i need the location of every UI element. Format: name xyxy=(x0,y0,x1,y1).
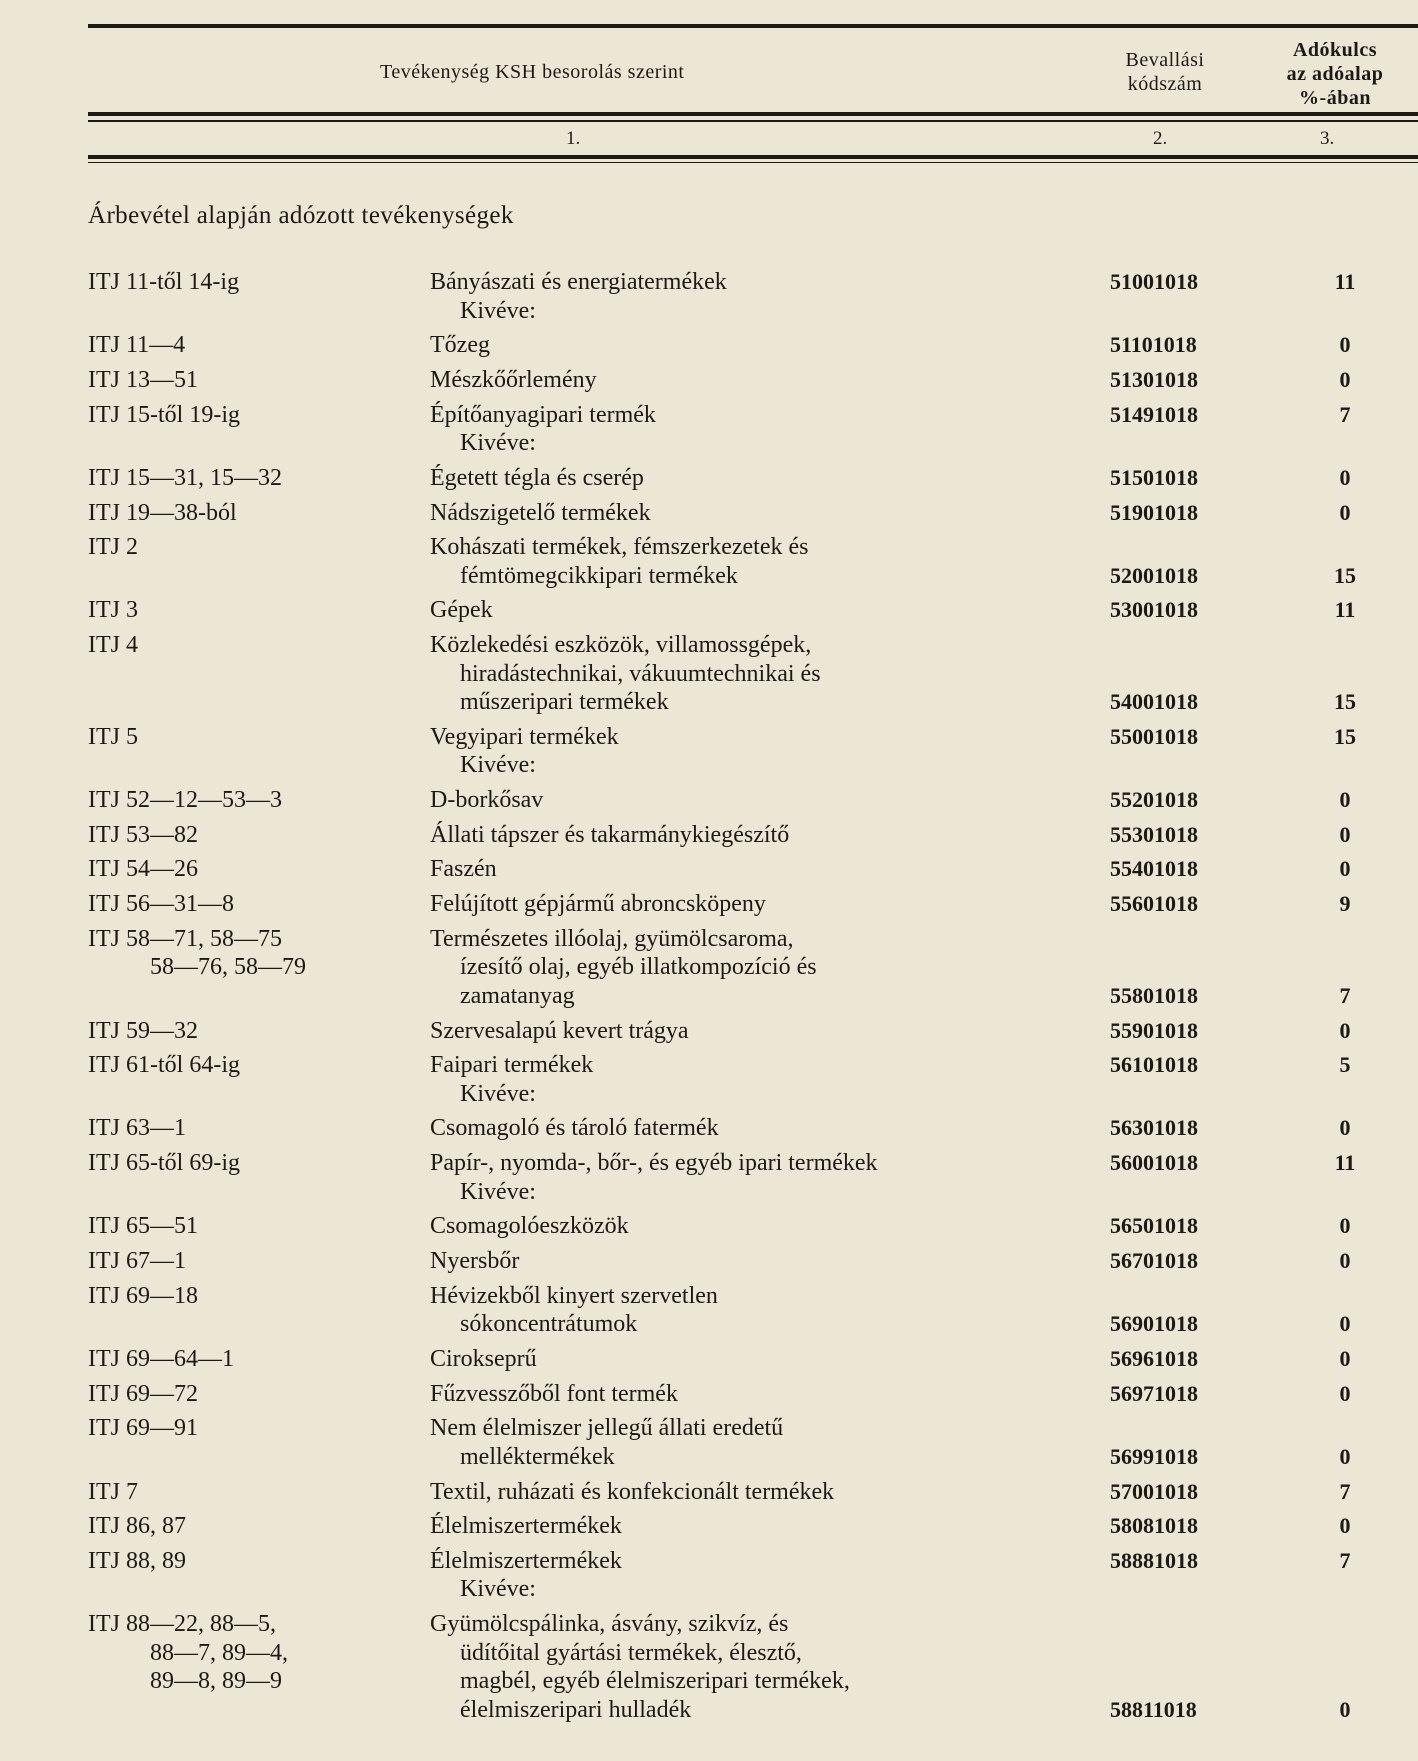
declaration-code-cell: 51101018 xyxy=(1110,332,1197,358)
activity-description-line: Nem élelmiszer jellegű állati eredetű xyxy=(430,1415,784,1442)
itj-code-line: ITJ 59—32 xyxy=(88,1017,198,1044)
declaration-code-cell: 57001018 xyxy=(1110,1478,1198,1504)
declaration-code-cell: 56961018 xyxy=(1110,1345,1198,1371)
declaration-code-cell: 52001018 xyxy=(1110,562,1198,588)
declaration-code-cell: 56101018 xyxy=(1110,1052,1198,1078)
itj-code-cell xyxy=(88,925,428,982)
activity-description-line: műszeripari termékek xyxy=(460,689,669,716)
activity-description-line: Kivéve: xyxy=(460,1080,536,1107)
activity-description-line: Vegyipari termékek xyxy=(430,723,619,750)
declaration-code-cell: 56991018 xyxy=(1110,1443,1198,1469)
declaration-code-cell: 51501018 xyxy=(1110,464,1198,490)
activity-description-cell xyxy=(430,596,1070,625)
activity-description-cell xyxy=(430,1512,1070,1541)
activity-description-cell xyxy=(430,268,1070,325)
tax-rate-cell: 0 xyxy=(1339,332,1351,358)
activity-description-line: Szervesalapú kevert trágya xyxy=(430,1017,689,1044)
itj-code-cell xyxy=(88,821,428,850)
activity-description-line: üdítőital gyártási termékek, élesztő, xyxy=(460,1639,802,1666)
activity-description-line: Kivéve: xyxy=(460,297,536,324)
activity-description-cell xyxy=(430,890,1070,919)
itj-code-cell xyxy=(88,1282,428,1311)
tax-rate-cell: 0 xyxy=(1339,1248,1351,1273)
declaration-code-cell: 51491018 xyxy=(1110,401,1198,427)
header-rate-line: %-ában xyxy=(1299,87,1371,109)
activity-description-line: Kivéve: xyxy=(460,430,536,457)
itj-code-cell xyxy=(88,596,428,625)
header-activity: Tevékenység KSH besorolás szerint xyxy=(380,61,685,83)
activity-description-cell xyxy=(430,1414,1070,1471)
column-number-1: 1. xyxy=(566,128,581,149)
activity-description-cell xyxy=(430,401,1070,458)
tax-rate-cell: 11 xyxy=(1334,1150,1356,1176)
activity-description-line: sókoncentrátumok xyxy=(460,1311,638,1338)
declaration-code-cell: 53001018 xyxy=(1110,597,1198,623)
declaration-code-cell: 56701018 xyxy=(1110,1248,1198,1273)
tax-rate-cell: 0 xyxy=(1339,1115,1351,1141)
declaration-code-cell: 55601018 xyxy=(1110,891,1198,917)
activity-description-line: magbél, egyéb élelmiszeripari termékek, xyxy=(460,1668,850,1695)
activity-description-cell xyxy=(430,1547,1070,1604)
declaration-code-cell: 58811018 xyxy=(1110,1696,1197,1722)
itj-code-line: ITJ 86, 87 xyxy=(88,1513,186,1540)
section-title: Árbevétel alapján adózott tevékenységek xyxy=(88,202,514,229)
tax-rate-cell: 15 xyxy=(1334,562,1356,588)
itj-code-line: ITJ 11-től 14-ig xyxy=(88,269,240,295)
itj-code-cell xyxy=(88,268,428,297)
itj-code-cell xyxy=(88,533,428,562)
itj-code-line: ITJ 69—72 xyxy=(88,1380,198,1407)
declaration-code-cell: 51001018 xyxy=(1110,269,1198,294)
activity-description-line: Nyersbőr xyxy=(430,1248,520,1274)
itj-code-line: ITJ 65-től 69-ig xyxy=(88,1150,240,1177)
activity-description-line: Gépek xyxy=(430,597,493,624)
itj-code-cell xyxy=(88,1345,428,1374)
activity-description-line: ízesítő olaj, egyéb illatkompozíció és xyxy=(460,954,817,981)
itj-code-cell xyxy=(88,366,428,395)
header-rate-line: Adókulcs xyxy=(1292,39,1378,61)
activity-description-line: Égetett tégla és cserép xyxy=(430,464,644,491)
itj-code-line: ITJ 52—12—53—3 xyxy=(88,787,282,813)
declaration-code-cell: 56501018 xyxy=(1110,1213,1198,1239)
itj-code-cell xyxy=(88,1149,428,1178)
tax-rate-cell: 9 xyxy=(1339,891,1351,917)
tax-rate-cell: 7 xyxy=(1339,1478,1351,1504)
itj-code-cell xyxy=(88,1212,428,1241)
tax-rate-cell: 0 xyxy=(1339,366,1351,392)
itj-code-line: ITJ 54—26 xyxy=(88,856,198,883)
activity-description-line: Cirokseprű xyxy=(430,1345,537,1372)
itj-code-line: ITJ 61-től 64-ig xyxy=(88,1052,240,1079)
activity-description-line: élelmiszeripari hulladék xyxy=(460,1696,692,1723)
itj-code-cell xyxy=(88,1610,428,1696)
itj-code-cell xyxy=(88,1247,428,1276)
activity-description-line: Faipari termékek xyxy=(430,1052,594,1079)
header-code xyxy=(1090,48,1240,96)
activity-description-line: Gyümölcspálinka, ásvány, szikvíz, és xyxy=(430,1611,789,1638)
activity-description-line: Kohászati termékek, fémszerkezetek és xyxy=(430,534,809,561)
activity-description-cell xyxy=(430,1017,1070,1046)
activity-description-cell xyxy=(430,1247,1070,1276)
declaration-code-cell: 58081018 xyxy=(1110,1513,1198,1539)
activity-description-line: Kivéve: xyxy=(460,1178,536,1205)
tax-rate-cell: 7 xyxy=(1339,1547,1351,1573)
itj-code-line: ITJ 15-től 19-ig xyxy=(88,401,240,428)
tax-rate-cell: 11 xyxy=(1334,269,1356,294)
activity-description-line: Élelmiszertermékek xyxy=(430,1513,622,1540)
declaration-code-cell: 56301018 xyxy=(1110,1115,1198,1141)
header-rate xyxy=(1255,38,1415,110)
itj-code-line: ITJ 19—38-ból xyxy=(88,499,237,526)
activity-description-line: Közlekedési eszközök, villamossgépek, xyxy=(430,632,812,659)
activity-description-cell xyxy=(430,1380,1070,1409)
activity-description-line: zamatanyag xyxy=(460,982,575,1009)
activity-description-line: Csomagoló és tároló fatermék xyxy=(430,1115,719,1142)
itj-code-line: 88—7, 89—4, xyxy=(150,1639,288,1666)
itj-code-line: 89—8, 89—9 xyxy=(150,1668,282,1695)
itj-code-cell xyxy=(88,723,428,752)
activity-description-line: Kivéve: xyxy=(460,1576,536,1603)
tax-rate-cell: 0 xyxy=(1339,1696,1351,1722)
activity-description-line: Nádszigetelő termékek xyxy=(430,499,651,526)
colnum-rule-thin xyxy=(88,162,1418,163)
activity-description-line: Tőzeg xyxy=(430,332,490,359)
declaration-code-cell: 56901018 xyxy=(1110,1311,1198,1337)
itj-code-line: ITJ 69—91 xyxy=(88,1415,198,1442)
declaration-code-cell: 51301018 xyxy=(1110,366,1198,392)
itj-code-cell xyxy=(88,1051,428,1080)
header-rule-thin xyxy=(88,120,1418,122)
tax-rate-cell: 11 xyxy=(1334,597,1356,623)
itj-code-line: ITJ 69—18 xyxy=(88,1282,198,1309)
declaration-code-cell: 55801018 xyxy=(1110,982,1198,1008)
itj-code-line: ITJ 65—51 xyxy=(88,1213,198,1240)
header-rate-line: az adóalap xyxy=(1286,63,1384,85)
declaration-code-cell: 56971018 xyxy=(1110,1380,1198,1406)
tax-rate-cell: 0 xyxy=(1339,856,1351,882)
itj-code-cell xyxy=(88,1478,428,1507)
activity-description-cell xyxy=(430,533,1070,590)
tax-rate-cell: 15 xyxy=(1334,723,1356,749)
activity-description-cell xyxy=(430,1610,1070,1724)
itj-code-cell xyxy=(88,331,428,360)
itj-code-line: ITJ 5 xyxy=(88,723,138,750)
activity-description-cell xyxy=(430,1282,1070,1339)
activity-description-line: Élelmiszertermékek xyxy=(430,1547,622,1574)
tax-rate-cell: 7 xyxy=(1339,401,1351,427)
itj-code-line: ITJ 15—31, 15—32 xyxy=(88,464,282,491)
activity-description-line: Felújított gépjármű abroncsköpeny xyxy=(430,891,766,918)
itj-code-cell xyxy=(88,1414,428,1443)
tax-rate-cell: 0 xyxy=(1339,1380,1351,1406)
tax-rate-cell: 0 xyxy=(1339,821,1351,847)
activity-description-cell xyxy=(430,1345,1070,1374)
header-rule-thick xyxy=(88,112,1418,116)
tax-rate-cell: 0 xyxy=(1339,1311,1351,1337)
declaration-code-cell: 55401018 xyxy=(1110,856,1198,882)
declaration-code-cell: 54001018 xyxy=(1110,689,1198,715)
column-number-2: 2. xyxy=(1153,128,1168,149)
tax-rate-cell: 7 xyxy=(1339,982,1351,1008)
itj-code-line: 58—76, 58—79 xyxy=(150,954,306,981)
activity-description-line: Faszén xyxy=(430,856,497,883)
activity-description-line: Textil, ruházati és konfekcionált termékek xyxy=(430,1478,835,1505)
itj-code-cell xyxy=(88,1512,428,1541)
tax-rate-cell: 0 xyxy=(1339,1345,1351,1371)
itj-code-line: ITJ 58—71, 58—75 xyxy=(88,925,282,952)
activity-description-cell xyxy=(430,723,1070,780)
itj-code-cell xyxy=(88,1380,428,1409)
tax-rate-cell: 0 xyxy=(1339,1513,1351,1539)
tax-rate-cell: 0 xyxy=(1339,1017,1351,1043)
itj-code-line: ITJ 69—64—1 xyxy=(88,1345,234,1372)
activity-description-line: hiradástechnikai, vákuumtechnikai és xyxy=(460,660,821,687)
itj-code-cell xyxy=(88,786,428,815)
activity-description-line: Természetes illóolaj, gyümölcsaroma, xyxy=(430,925,794,952)
activity-description-line: Mészkőőrlemény xyxy=(430,366,597,393)
itj-code-cell xyxy=(88,855,428,884)
declaration-code-cell: 55901018 xyxy=(1110,1017,1198,1043)
activity-description-line: Hévizekből kinyert szervetlen xyxy=(430,1282,718,1309)
activity-description-cell xyxy=(430,786,1070,815)
activity-description-line: Építőanyagipari termék xyxy=(430,401,656,428)
declaration-code-cell: 56001018 xyxy=(1110,1150,1198,1176)
tax-rate-cell: 0 xyxy=(1339,1443,1351,1469)
itj-code-cell xyxy=(88,464,428,493)
itj-code-line: ITJ 67—1 xyxy=(88,1248,186,1274)
header-code-line: Bevallási xyxy=(1125,49,1205,71)
activity-description-line: Állati tápszer és takarmánykiegészítő xyxy=(430,821,790,848)
declaration-code-cell: 55201018 xyxy=(1110,787,1198,812)
itj-code-line: ITJ 13—51 xyxy=(88,366,198,393)
tax-rate-cell: 0 xyxy=(1339,1213,1351,1239)
itj-code-line: ITJ 2 xyxy=(88,534,138,561)
itj-code-cell xyxy=(88,890,428,919)
activity-description-line: fémtömegcikkipari termékek xyxy=(460,562,738,589)
itj-code-cell xyxy=(88,499,428,528)
tax-rate-cell: 0 xyxy=(1339,464,1351,490)
itj-code-line: ITJ 88—22, 88—5, xyxy=(88,1611,276,1638)
itj-code-cell xyxy=(88,1547,428,1576)
top-rule xyxy=(88,24,1418,28)
itj-code-line: ITJ 53—82 xyxy=(88,821,198,848)
itj-code-cell xyxy=(88,631,428,660)
activity-description-line: Kivéve: xyxy=(460,752,536,779)
activity-description-line: Csomagolóeszközök xyxy=(430,1213,629,1240)
activity-description-cell xyxy=(430,499,1070,528)
itj-code-line: ITJ 63—1 xyxy=(88,1115,186,1142)
colnum-rule-thick xyxy=(88,155,1418,159)
activity-description-cell xyxy=(430,1478,1070,1507)
itj-code-line: ITJ 3 xyxy=(88,597,138,624)
activity-description-line: Fűzvesszőből font termék xyxy=(430,1380,678,1407)
tax-rate-cell: 5 xyxy=(1339,1052,1351,1078)
itj-code-line: ITJ 7 xyxy=(88,1478,138,1505)
declaration-code-cell: 51901018 xyxy=(1110,499,1198,525)
activity-description-line: D-borkősav xyxy=(430,787,544,813)
activity-description-cell xyxy=(430,1212,1070,1241)
itj-code-cell xyxy=(88,1114,428,1143)
declaration-code-cell: 58881018 xyxy=(1110,1547,1198,1573)
activity-description-cell xyxy=(430,331,1070,360)
tax-rate-cell: 0 xyxy=(1339,787,1351,812)
activity-description-cell xyxy=(430,631,1070,717)
activity-description-cell xyxy=(430,1149,1070,1206)
activity-description-cell xyxy=(430,464,1070,493)
itj-code-line: ITJ 88, 89 xyxy=(88,1547,186,1574)
activity-description-cell xyxy=(430,1051,1070,1108)
itj-code-line: ITJ 11—4 xyxy=(88,332,186,359)
itj-code-cell xyxy=(88,1017,428,1046)
declaration-code-cell: 55001018 xyxy=(1110,723,1198,749)
itj-code-line: ITJ 4 xyxy=(88,632,138,659)
activity-description-line: melléktermékek xyxy=(460,1443,615,1470)
activity-description-cell xyxy=(430,855,1070,884)
tax-rate-cell: 15 xyxy=(1334,689,1356,715)
column-number-3: 3. xyxy=(1320,128,1335,149)
tax-rate-cell: 0 xyxy=(1339,499,1351,525)
activity-description-cell xyxy=(430,925,1070,1011)
header-code-line: kódszám xyxy=(1127,73,1203,95)
activity-description-cell xyxy=(430,821,1070,850)
itj-code-cell xyxy=(88,401,428,430)
declaration-code-cell: 55301018 xyxy=(1110,821,1198,847)
activity-description-cell xyxy=(430,1114,1070,1143)
itj-code-line: ITJ 56—31—8 xyxy=(88,891,234,918)
activity-description-line: Bányászati és energiatermékek xyxy=(430,269,727,295)
activity-description-line: Papír-, nyomda-, bőr-, és egyéb ipari termékek xyxy=(430,1150,878,1177)
activity-description-cell xyxy=(430,366,1070,395)
